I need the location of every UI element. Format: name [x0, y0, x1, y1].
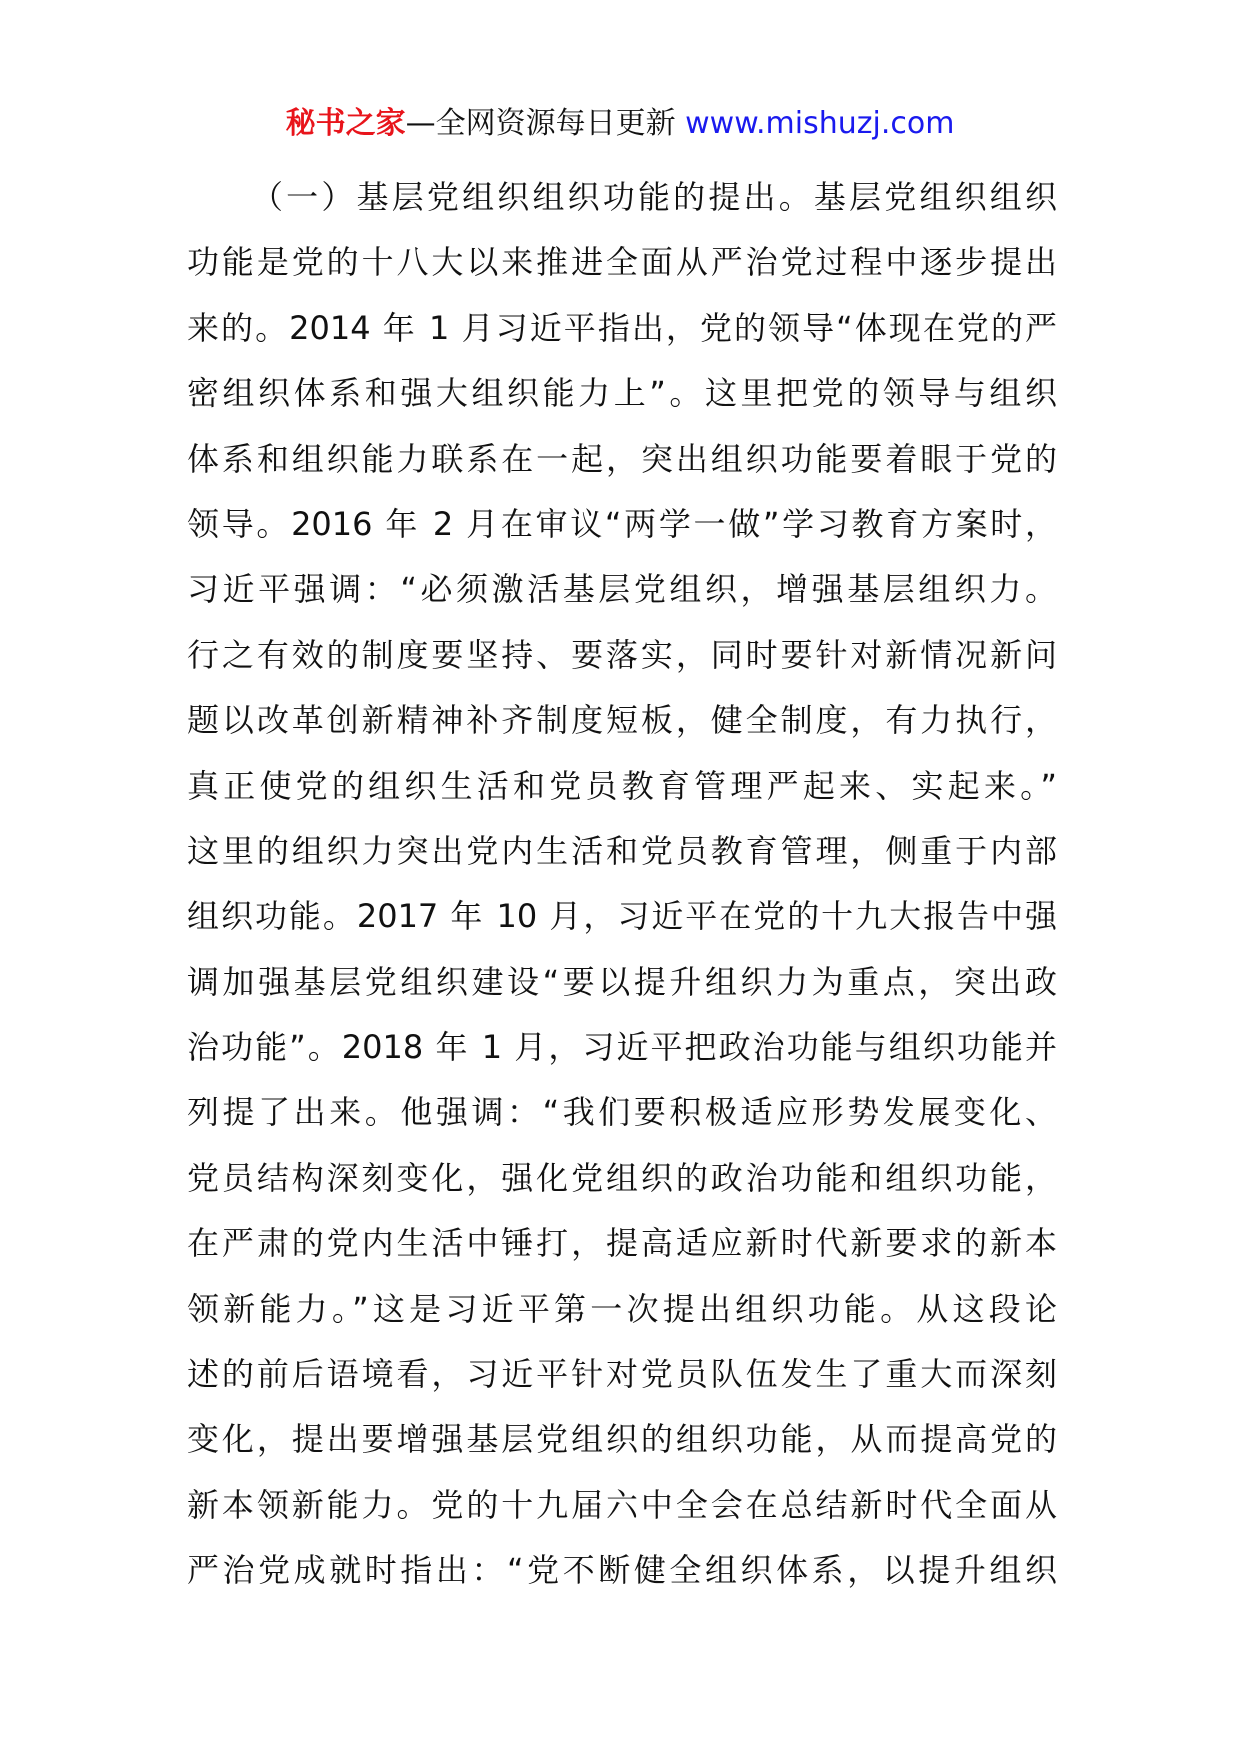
paragraph-line: 列提了出来。他强调：“我们要积极适应形势发展变化、	[187, 1093, 1057, 1132]
paragraph-line: 真正使党的组织生活和党员教育管理严起来、实起来。”	[187, 766, 1057, 805]
paragraph-line: （一）基层党组织组织功能的提出。基层党组织组织	[251, 178, 1057, 216]
paragraph-line: 调加强基层党组织建设“要以提升组织力为重点，突出政	[187, 962, 1057, 1001]
paragraph-line: 严治党成就时指出：“党不断健全组织体系，以提升组织	[187, 1551, 1057, 1590]
paragraph-line: 领导。2016 年 2 月在审议“两学一做”学习教育方案时，	[187, 504, 1057, 543]
paragraph-line: 在严肃的党内生活中锤打，提高适应新时代新要求的新本	[187, 1224, 1057, 1263]
paragraph-line: 领新能力。”这是习近平第一次提出组织功能。从这段论	[187, 1289, 1057, 1328]
paragraph-line: 组织功能。2017 年 10 月，习近平在党的十九大报告中强	[187, 897, 1057, 936]
site-url-link[interactable]: www.mishuzj.com	[685, 106, 955, 141]
paragraph-line: 密组织体系和强大组织能力上”。这里把党的领导与组织	[187, 374, 1057, 413]
paragraph-line: 行之有效的制度要坚持、要落实，同时要针对新情况新问	[187, 635, 1057, 674]
paragraph-line: 治功能”。2018 年 1 月，习近平把政治功能与组织功能并	[187, 1028, 1057, 1067]
paragraph-line: 这里的组织力突出党内生活和党员教育管理，侧重于内部	[187, 831, 1057, 870]
document-body	[187, 165, 1057, 1604]
paragraph-line: 题以改革创新精神补齐制度短板，健全制度，有力执行，	[187, 701, 1057, 740]
paragraph-line: 体系和组织能力联系在一起，突出组织功能要着眼于党的	[187, 439, 1057, 478]
paragraph-line: 新本领新能力。党的十九届六中全会在总结新时代全面从	[187, 1485, 1057, 1524]
paragraph-line: 述的前后语境看，习近平针对党员队伍发生了重大而深刻	[187, 1355, 1057, 1394]
paragraph-line: 党员结构深刻变化，强化党组织的政治功能和组织功能，	[187, 1158, 1057, 1197]
paragraph-line: 来的。2014 年 1 月习近平指出，党的领导“体现在党的严	[187, 308, 1057, 347]
paragraph-line: 功能是党的十八大以来推进全面从严治党过程中逐步提出	[187, 243, 1057, 282]
page-header	[0, 102, 1240, 146]
paragraph-line: 变化，提出要增强基层党组织的组织功能，从而提高党的	[187, 1420, 1057, 1459]
site-brand: 秘书之家	[285, 106, 406, 141]
site-tagline: —全网资源每日更新	[405, 106, 686, 141]
paragraph-line: 习近平强调：“必须激活基层党组织，增强基层组织力。	[187, 570, 1057, 609]
